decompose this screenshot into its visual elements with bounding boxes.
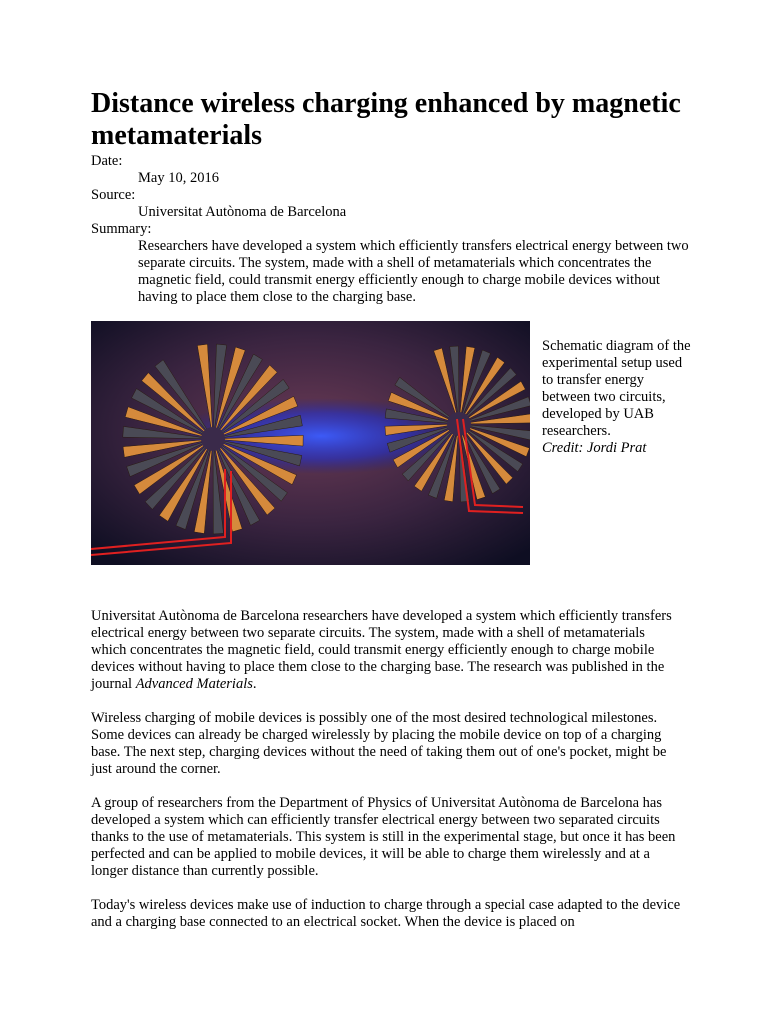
figure-caption xyxy=(542,338,692,457)
article-title: Distance wireless charging enhanced by magnetic metamaterials xyxy=(91,88,681,151)
source-value: Universitat Autònoma de Barcelona xyxy=(138,204,347,220)
schematic-diagram-image xyxy=(91,321,530,565)
body-paragraph-1 xyxy=(91,608,683,693)
date-label: Date: xyxy=(91,153,123,169)
summary-text: Researchers have developed a system which efficiently transfers electrical energy between two separate circuits. The system, made with a shell of metamaterials which concentrates the magnetic field, could transmit energy efficiently enough to charge mobile devices without having to place them close to the charging base. xyxy=(138,238,689,305)
article-meta xyxy=(91,153,691,306)
article-body xyxy=(91,608,683,948)
body-paragraph-4: Today's wireless devices make use of induction to charge through a special case adapted to the device and a charging base connected to an electrical socket. When the device is placed on xyxy=(91,897,681,930)
schematic-figure xyxy=(91,321,530,565)
body-p1-end: . xyxy=(252,676,257,692)
caption-text: Schematic diagram of the experimental setup used to transfer energy between two circuits, developed by UAB researchers. xyxy=(542,338,691,439)
coil-hub xyxy=(201,427,225,451)
journal-name: Advanced Materials xyxy=(135,676,253,692)
date-value: May 10, 2016 xyxy=(138,170,219,186)
summary-label: Summary: xyxy=(91,221,152,237)
source-label: Source: xyxy=(91,187,136,203)
body-paragraph-3: A group of researchers from the Department of Physics of Universitat Autònoma de Barcelona has developed a system which can efficiently transfer electrical energy between two separated circuits thanks to the use of metamaterials. This system is still in the experimental stage, but once it has been perfected and can be applied to mobile devices, it will be able to charge them wirelessly and at a longer distance than currently possible. xyxy=(91,795,676,879)
body-p1-text: Universitat Autònoma de Barcelona researchers have developed a system which efficiently transfers electrical energy between two separate circuits. The system, made with a shell of metamaterials which concentrates the magnetic field, could transmit energy efficiently enough to charge mobile devices without having to place them close to the charging base. The research was published in the journal xyxy=(91,608,672,692)
caption-credit: Credit: Jordi Prat xyxy=(542,440,647,456)
body-paragraph-2: Wireless charging of mobile devices is possibly one of the most desired technological milestones. Some devices can already be charged wirelessly by placing the mobile device on top of a charging base. The next step, charging devices without the need of taking them out of one's pocket, might be just around the corner. xyxy=(91,710,667,777)
